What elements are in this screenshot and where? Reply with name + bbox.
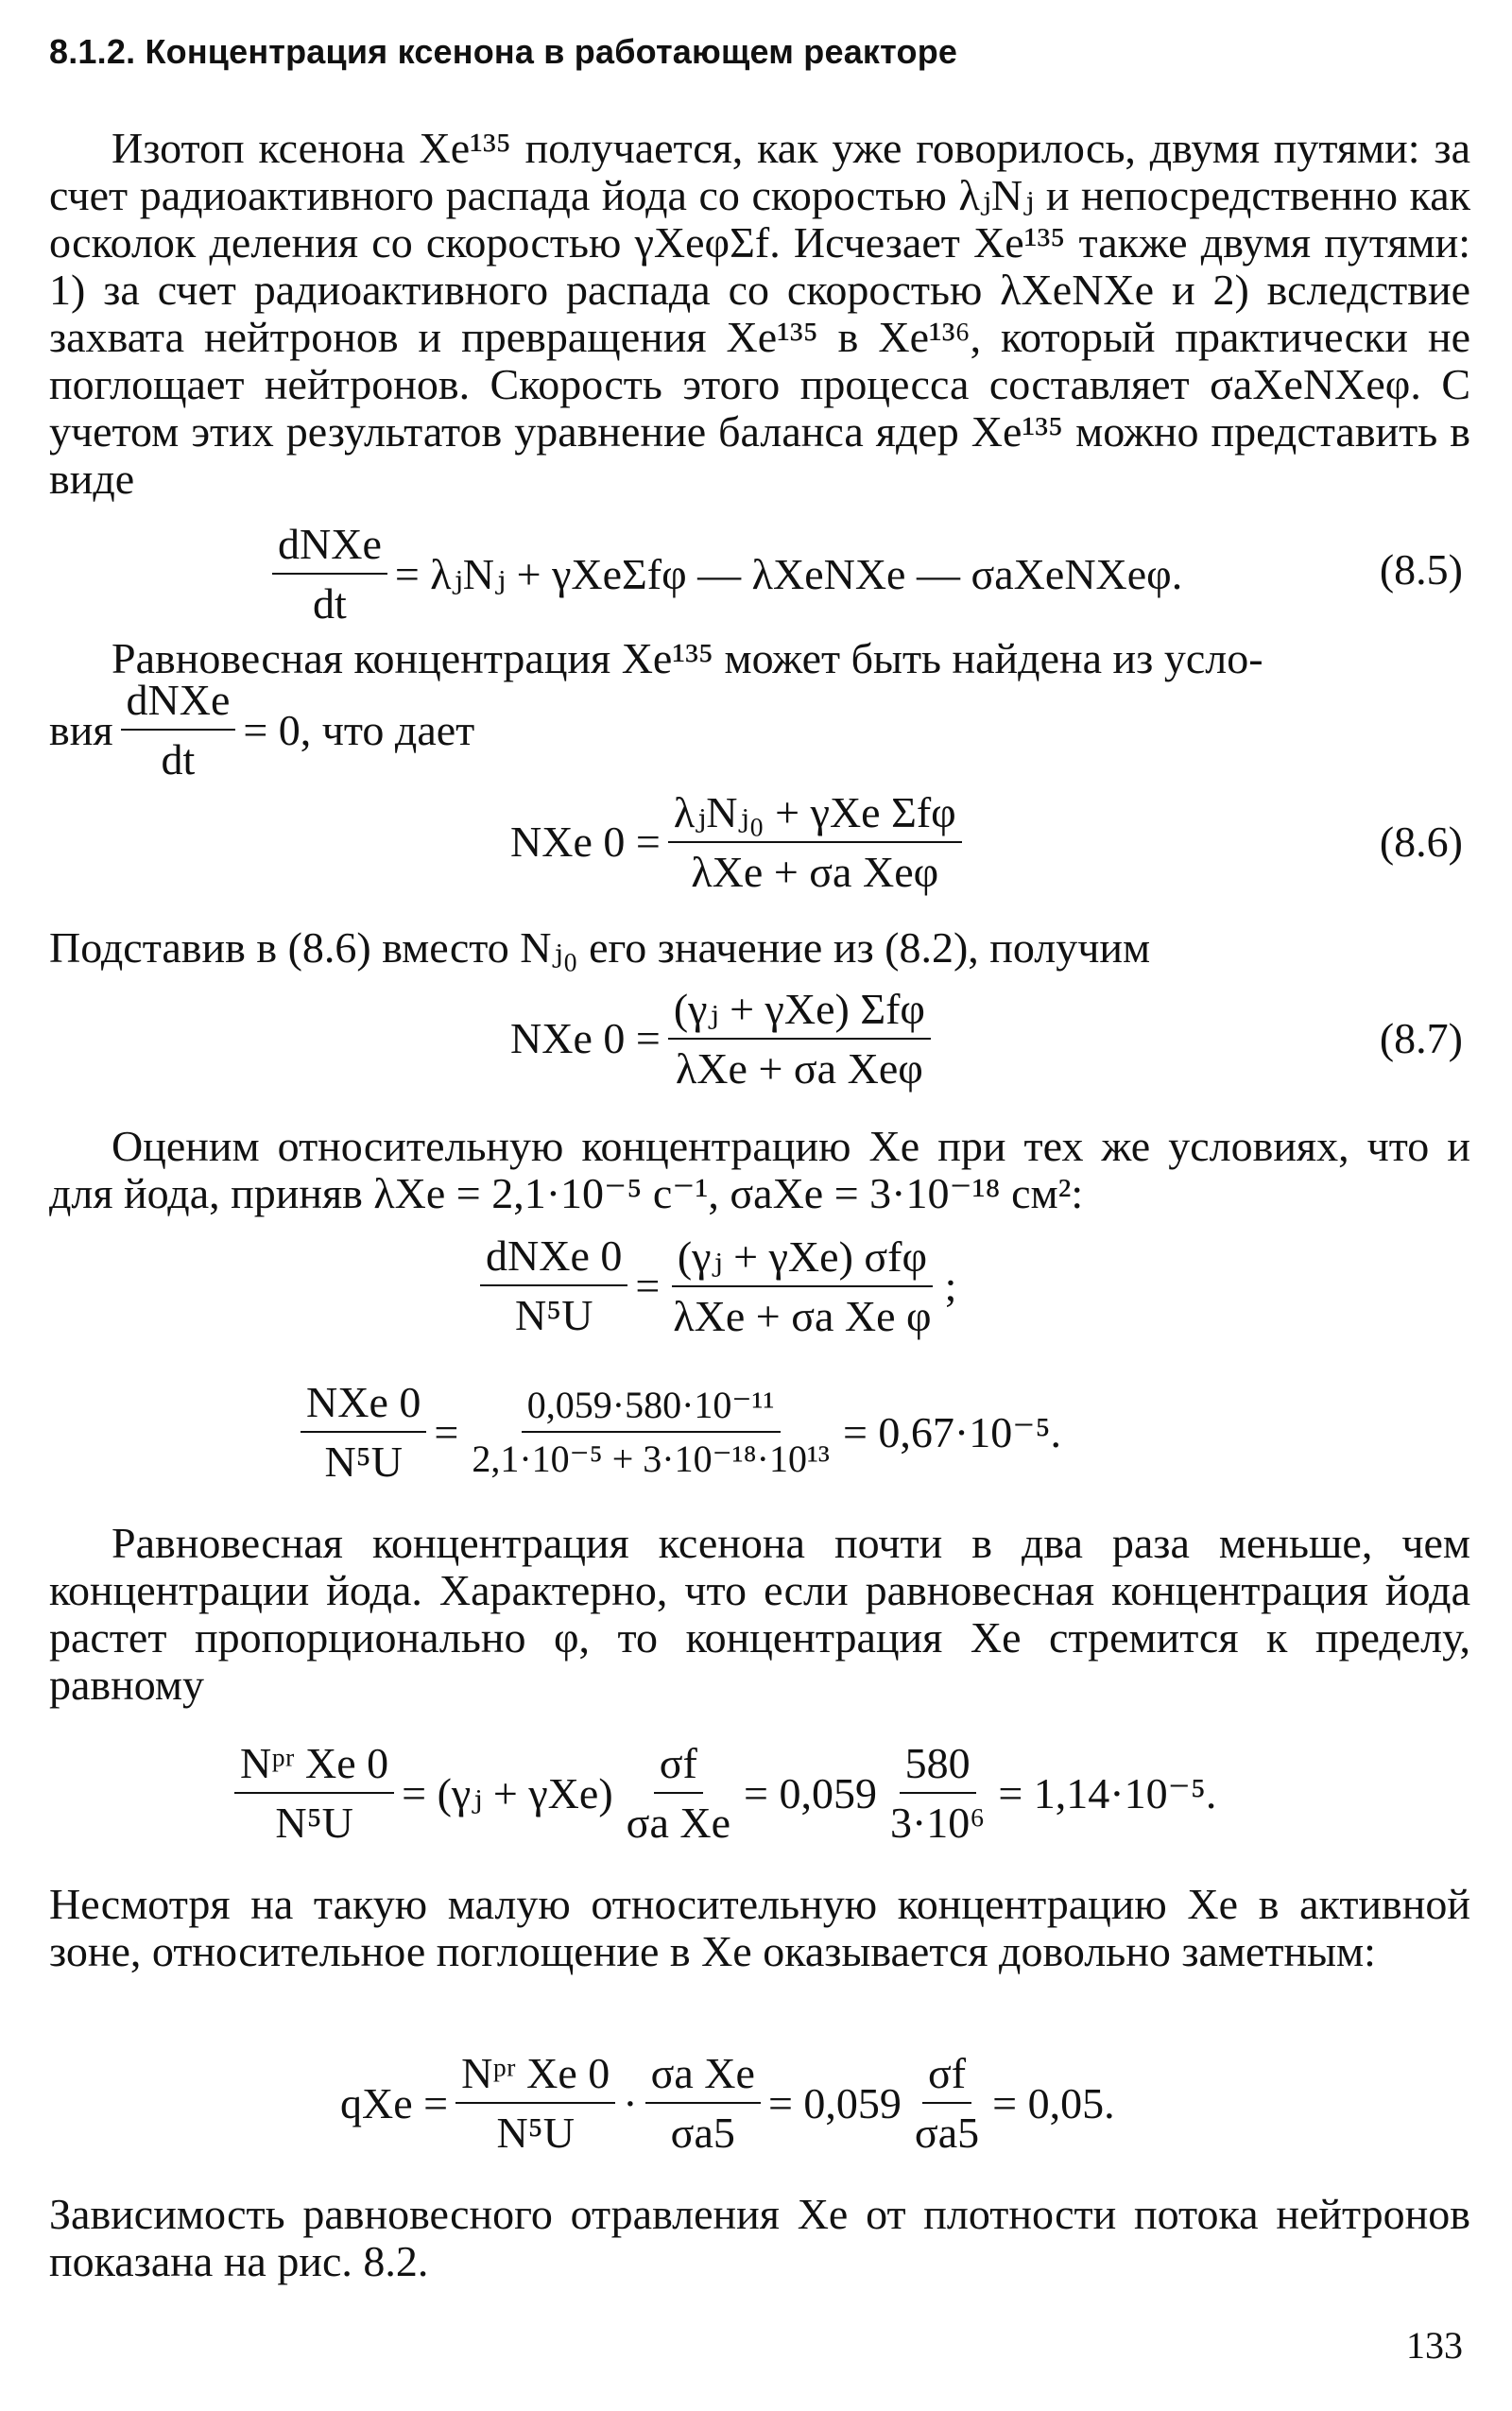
paragraph-xenon-sources: Изотоп ксенона Xe¹³⁵ получается, как уже говорилось, двумя путями: за счет радиоактивного распада йода со скоростью λⱼNⱼ и непосредственно как осколок деления со скоростью γXeφΣf. Исчезает Xe¹³⁵ также двумя путями: 1) за счет радиоактивного распада со скоростью λXeNXe и 2) вследствие захвата нейтронов и превращения Xe¹³⁵ в Xe¹³⁶, который практически не поглощает нейтронов. Скорость этого процесса составляет σaXeNXeφ. С учетом этих результатов уравнение баланса ядер Xe¹³⁵ можно представить в виде: [49, 124, 1470, 503]
equation-relative-concentration: $\frac{\text{dNXe 0}}{\text{N⁵U}}$ = $\frac{\text{(γⱼ + γXe) σfφ}}{\text{λXe + σa Xe φ}}$ ;: [0, 1229, 1512, 1342]
page-number: 133: [1406, 2324, 1463, 2367]
equation-q-xe: qXe = $\frac{\text{Nᵖʳ Xe 0}}{\text{N⁵U}}$ · $\frac{\text{σa Xe}}{\sigma a5}$ = 0,059 $\frac{\sigma f}{\sigma a5}$ = 0,05.: [340, 2049, 1115, 2157]
equilibrium-condition: вия $\frac{\text{dNXe}}{dt}$ = 0, что дает: [49, 676, 475, 784]
paragraph-absorption: Несмотря на такую малую относительную концентрацию Xe в активной зоне, относительное поглощение в Xe оказывается довольно заметным:: [49, 1880, 1470, 1975]
equation-xenon-limit: $\frac{\text{Nᵖʳ Xe 0}}{\text{N⁵U}}$ = (γⱼ + γXe) $\frac{\sigma f}{\text{σa Xe}}$ = 0,059 $\frac{580}{\text{3·10⁶}}$ = 1,14·10⁻⁵.: [0, 1731, 1512, 1854]
equation-relative-numeric: $\frac{\text{NXe 0}}{\text{N⁵U}}$ = $\frac{\text{0,059·580·10⁻¹¹}}{\text{2,1·10⁻⁵ + 3·10⁻¹⁸·10¹³}}$ = 0,67·10⁻⁵.: [0, 1370, 1512, 1493]
paragraph-dependence: Зависимость равновесного отравления Xe от плотности потока нейтронов показана на рис. 8.2.: [49, 2190, 1470, 2285]
equation-8-5-rhs: = λⱼNⱼ + γXeΣfφ — λXeNXe — σaXeNXeφ.: [394, 550, 1183, 598]
equation-8-6: NXe 0 = $\frac{\text{λⱼNⱼ₀ + γXe Σfφ}}{\text{λXe + σa Xeφ}}$ (8.6): [510, 787, 1463, 896]
paragraph-substitution: Подставив в (8.6) вместо Nⱼ₀ его значение из (8.2), получим: [49, 923, 1151, 972]
equation-8-7: NXe 0 = $\frac{\text{(γⱼ + γXe) Σfφ}}{\text{λXe + σa Xeφ}}$ (8.7): [510, 984, 1463, 1093]
equation-8-5: $\frac{\text{dNXe}}{dt}$ = λⱼNⱼ + γXeΣfφ — λXeNXe — σaXeNXeφ. (8.5): [0, 522, 1512, 626]
equation-number-8-5: (8.5): [1379, 545, 1463, 594]
section-heading: 8.1.2. Концентрация ксенона в работающем реакторе: [49, 32, 958, 71]
equation-number-8-6: (8.6): [1379, 818, 1463, 866]
equation-number-8-7: (8.7): [1379, 1014, 1463, 1062]
paragraph-equilibrium: Равновесная концентрация Xe¹³⁵ может быть найдена из усло-: [112, 634, 1263, 682]
paragraph-estimate: Оценим относительную концентрацию Xe при тех же условиях, что и для йода, приняв λXe = 2,1·10⁻⁵ с⁻¹, σaXe = 3·10⁻¹⁸ см²:: [49, 1122, 1470, 1217]
paragraph-limit: Равновесная концентрация ксенона почти в два раза меньше, чем концентрации йода. Характерно, что если равновесная концентрация йода растет пропорционально φ, то концентрация Xe стремится к пределу, равному: [49, 1519, 1470, 1709]
